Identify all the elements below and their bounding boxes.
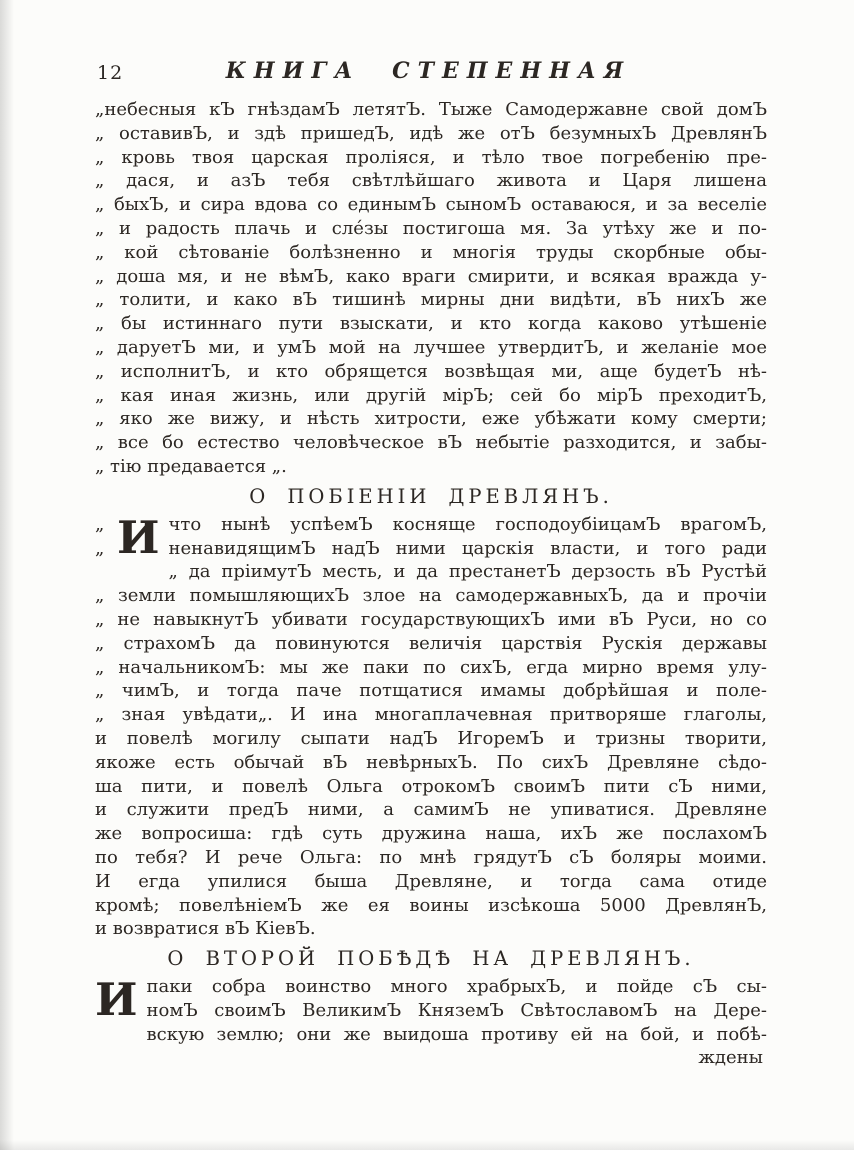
text-line: „ исполнитЪ, и кто обрящется возвѣщая ми, аще будетЪ нѣ- [95,360,767,382]
text-line: номЪ своимЪ ВеликимЪ КняземЪ СвѣтославомЪ на Дере- [146,999,767,1021]
paragraph-vtoraya-pobeda [95,975,767,1046]
body-text [95,98,767,1070]
text-line: „ доша мя, и не вѣмЪ, како враги смирити, и всякая вражда у- [95,265,767,287]
page-header [95,58,762,88]
paragraph-lines [95,510,767,941]
dropcap-letter: И [95,973,138,1027]
paragraph-quote-lament [95,98,767,479]
dropcap-block [95,973,138,1027]
quote-mark: „ [95,537,105,559]
quote-mark: „ [95,513,105,535]
text-line: „ толити, и како вЪ тишинѣ мирны дни видѣти, вЪ нихЪ же [95,289,767,311]
text-line: „ кровь твоя царская проліяся, и тѣло твое погребенію пре- [95,146,767,168]
text-line: „ даруетЪ ми, и умЪ мой на лучшее утвердитЪ, и желаніе мое [95,336,767,358]
text-line: что нынѣ успѣемЪ косняще господоубіицамЪ врагомЪ, [168,513,767,535]
paragraph-lines [95,975,767,1046]
catchword: ждены [698,1047,763,1069]
text-line: и повелѣ могилу сыпати надЪ ИгоремЪ и тризны творити, [95,727,767,749]
section-heading-vtoraya-pobeda: О ВТОРОЙ ПОБѢДѢ НА ДРЕВЛЯНЪ. [167,947,695,971]
text-line: „ быхЪ, и сира вдова со единымЪ сыномЪ оставаюся, и за веселіе [95,194,767,216]
text-line: И егда упилися быша Древляне, и тогда сама отиде [95,870,767,892]
quote-marks-column [95,513,117,561]
text-line: вскую землю; они же выидоша противу ей на бой, и побѣ- [146,1023,767,1045]
text-line: ша пити, и повелѣ Ольга отрокомЪ своимЪ пити сЪ ними, [95,775,767,797]
text-line: „ яко же вижу, и нѣсть хитрости, еже убѣжати кому смерти; [95,408,767,430]
page-number: 12 [97,62,124,84]
text-line: „ начальникомЪ: мы же паки по сихЪ, егда мирно время улу- [95,656,767,678]
text-line: и возвратися вЪ КіевЪ. [95,918,316,940]
text-line: „ кая иная жизнь, или другій мірЪ; сей бо мірЪ преходитЪ, [95,384,767,406]
text-line: „небесныя кЪ гнѣздамЪ летятЪ. Тыже Самодержавне свой домЪ [95,99,767,120]
text-line: „ все бо естество человѣческое вЪ небытіе разходится, и забы- [95,432,767,454]
section-heading-pobienie: О ПОБІЕНІИ ДРЕВЛЯНЪ. [249,484,613,508]
text-line: ненавидящимЪ надЪ ними царскія власти, и того ради [168,537,767,559]
paragraph-pobienie [95,510,767,941]
text-line: и служити предЪ ними, а самимЪ не упиватися. Древляне [95,799,767,821]
text-line: „ не навыкнутЪ убивати государствующихЪ ими вЪ Руси, но со [95,608,767,630]
text-line: „ тію предавается „. [95,455,287,477]
text-line: „ и радость плачь и сле́зы постигоша мя. За утѣху же и по- [95,217,767,239]
text-line: паки собра воинство много храбрыхЪ, и пойде сЪ сы- [146,976,767,998]
dropcap-block [95,510,160,564]
text-line: якоже есть обычай вЪ невѣрныхЪ. По сихЪ Древляне сѣдо- [95,751,767,773]
running-title: КНИГА СТЕПЕННАЯ [225,58,632,84]
text-line: „ да пріимутЪ месть, и да престанетЪ дерзость вЪ Рустѣй [168,561,767,583]
text-line: по тебя? И рече Ольга: по мнѣ грядутЪ сЪ боляры моими. [95,846,767,868]
dropcap-letter: И [117,510,160,564]
text-line: же вопросиша: гдѣ суть дружина наша, ихЪ же послахомЪ [95,823,767,845]
text-line: „ зная увѣдати„. И ина многаплачевная притворяше глаголы, [95,704,767,726]
text-line: „ кой сѣтованіе болѣзненно и многія труды скорбные обы- [95,241,767,263]
text-line: „ дася, и азЪ тебя свѣтлѣйшаго живота и Царя лишена [95,170,767,192]
text-line: „ бы истиннаго пути взыскати, и кто когда каково утѣшеніе [95,313,767,335]
text-line: „ оставивЪ, и здѣ пришедЪ, идѣ же отЪ безумныхЪ ДревлянЪ [95,122,767,144]
text-line: „ земли помышляющихЪ злое на самодержавныхЪ, да и прочіи [95,585,767,607]
text-line: „ чимЪ, и тогда паче потщатися имамы добрѣйшая и поле- [95,680,767,702]
text-line: „ страхомЪ да повинуются величія царствія Рускія державы [95,632,767,654]
text-line: кромѣ; повелѣніемЪ же ея воины изсѣкоша 5000 ДревлянЪ, [95,894,767,916]
